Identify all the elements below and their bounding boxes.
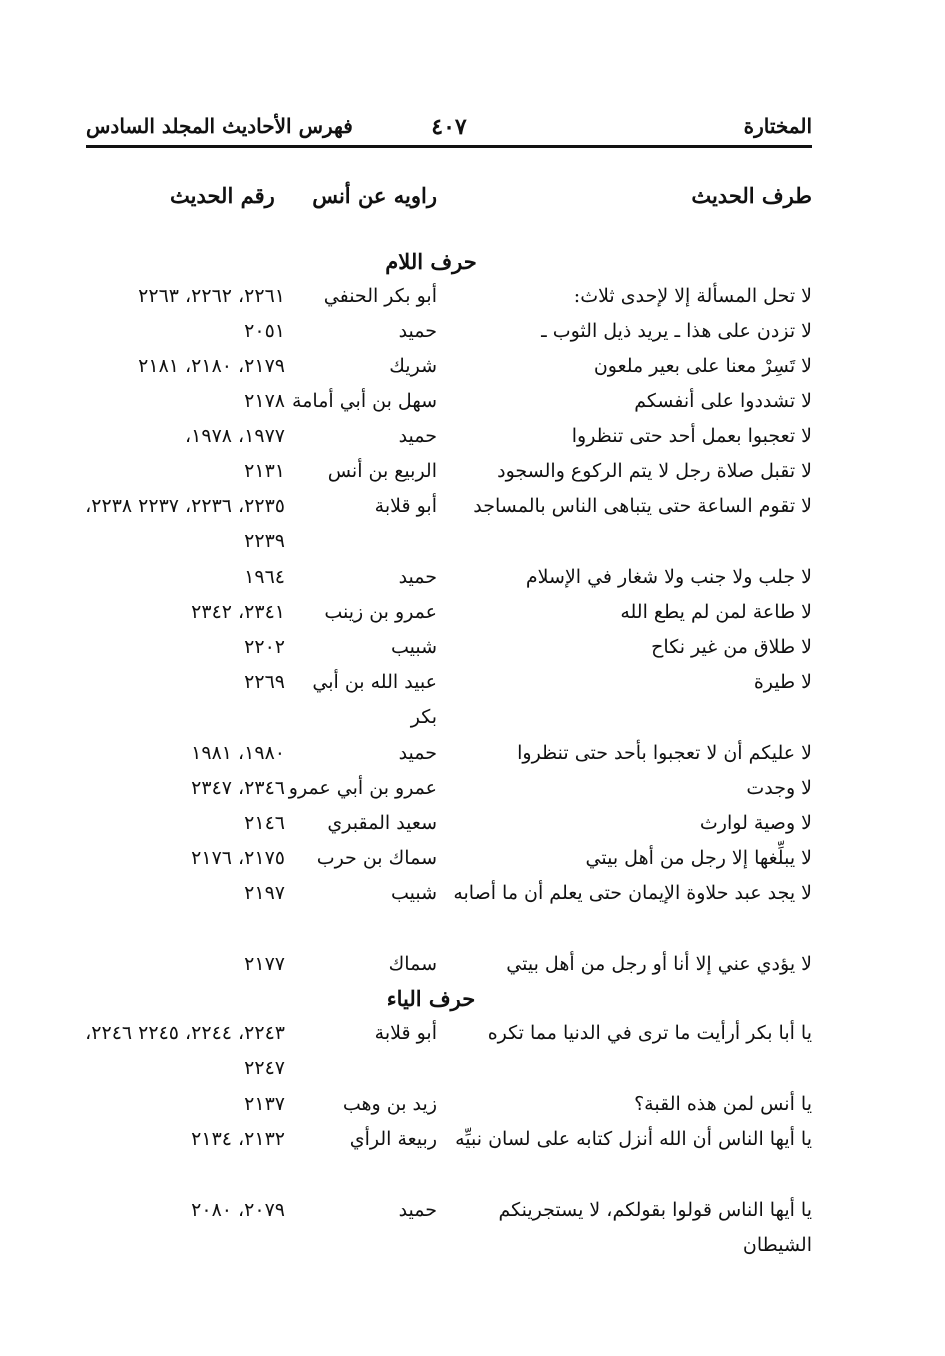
hadith-text: يا أنس لمن هذه القبة؟ [634, 1093, 812, 1115]
hadith-text: لا عليكم أن لا تعجبوا بأحد حتى تنظروا [517, 742, 812, 764]
narrator: حميد [398, 1199, 437, 1221]
narrator: عبيد الله بن أبي بكر [312, 671, 437, 728]
narrator: الربيع بن أنس [327, 460, 437, 482]
index-row [60, 665, 812, 736]
hadith-text: لا وجدت [746, 777, 812, 799]
hadith-numbers: ٢١٩٧ [244, 882, 285, 904]
hadith-text: لا تحل المسألة إلا لإحدى ثلاث: [573, 285, 812, 307]
hadith-text: يا أيها الناس أن الله أنزل كتابه على لسان نبيِّه [455, 1128, 812, 1150]
hadith-numbers: ٢١٧٩، ٢١٨٠، ٢١٨١ [138, 355, 285, 377]
index-row [60, 1016, 812, 1087]
narrator: سهل بن أبي أمامة [292, 390, 437, 412]
index-row [60, 489, 812, 560]
narrator: حميد [398, 425, 437, 447]
index-row [60, 595, 812, 630]
index-row [60, 841, 812, 876]
index-row [60, 384, 812, 419]
hadith-text: لا طيرة [753, 671, 812, 693]
index-row [60, 454, 812, 489]
hadith-text: لا تعجبوا بعمل أحد حتى تنظروا [571, 425, 812, 447]
hadith-numbers: ٢١٣١ [244, 460, 285, 482]
hadith-numbers: ٢٣٤١، ٢٣٤٢ [191, 601, 285, 623]
hadith-text: لا تزدن على هذا ـ يريد ذيل الثوب ـ [541, 320, 812, 342]
narrator: سماك بن حرب [316, 847, 437, 869]
hadith-numbers: ١٩٦٤ [244, 566, 285, 588]
narrator: أبو قلابة [374, 1022, 437, 1044]
hadith-index-table [60, 245, 812, 1264]
narrator: عمرو بن زينب [324, 601, 437, 623]
column-header-hadith: طرف الحديث [691, 183, 812, 208]
hadith-numbers: ٢١٧٧ [244, 953, 285, 975]
index-row [60, 1122, 812, 1193]
hadith-numbers: ٢١٧٥، ٢١٧٦ [191, 847, 285, 869]
section-title: حرف اللام [385, 249, 477, 274]
hadith-text: لا يجد عبد حلاوة الإيمان حتى يعلم أن ما أصابه [453, 882, 812, 904]
hadith-numbers: ٢٣٤٦، ٢٣٤٧ [191, 777, 285, 799]
index-row [60, 279, 812, 314]
index-row [60, 876, 812, 947]
index-row [60, 560, 812, 595]
index-row [60, 1193, 812, 1264]
hadith-numbers: ١٩٨٠، ١٩٨١ [191, 742, 285, 764]
hadith-numbers: ٢١٧٨ [244, 390, 285, 412]
index-row [60, 771, 812, 806]
hadith-text: يا أبا بكر أرأيت ما ترى في الدنيا مما تكره [487, 1022, 812, 1044]
hadith-numbers: ٢٠٥١ [244, 320, 285, 342]
hadith-numbers: ٢١٣٢، ٢١٣٤ [191, 1128, 285, 1150]
column-header-rawi: راويه عن أنس [312, 183, 437, 208]
hadith-numbers: ٢٢٦٩ [244, 671, 285, 693]
page-number: ٤٠٧ [431, 114, 467, 140]
narrator: شريك [389, 355, 437, 377]
page-header [86, 110, 812, 150]
hadith-numbers: ٢٢٤٣، ٢٢٤٤، ٢٢٤٥ ٢٢٤٦، ٢٢٤٧ [85, 1022, 285, 1079]
book-title: المختارة [743, 114, 812, 138]
hadith-text: لا تقبل صلاة رجل لا يتم الركوع والسجود [497, 460, 812, 482]
hadith-text: لا تقوم الساعة حتى يتباهى الناس بالمساجد [473, 495, 812, 517]
narrator: شبيب [390, 882, 437, 904]
hadith-numbers: ٢١٣٧ [244, 1093, 285, 1115]
hadith-text: لا وصية لوارث [699, 812, 812, 834]
narrator: سعيد المقبري [327, 812, 437, 834]
index-row [60, 630, 812, 665]
column-header-number: رقم الحديث [170, 183, 275, 208]
narrator: عمرو بن أبي عمرو [288, 777, 437, 799]
hadith-text: لا جلب ولا جنب ولا شغار في الإسلام [525, 566, 812, 588]
narrator: شبيب [390, 636, 437, 658]
hadith-numbers: ١٩٧٧، ١٩٧٨، [185, 425, 285, 447]
index-row [60, 947, 812, 982]
narrator: ربيعة الرأي [349, 1128, 437, 1150]
hadith-text: لا يبلِّغها إلا رجل من أهل بيتي [585, 847, 812, 869]
hadith-text: لا طلاق من غير نكاح [651, 636, 812, 658]
index-row [60, 1087, 812, 1122]
narrator: أبو قلابة [374, 495, 437, 517]
hadith-numbers: ٢٢٠٢ [244, 636, 285, 658]
header-rule [86, 145, 812, 148]
hadith-text: يا أيها الناس قولوا بقولكم، لا يستجرينكم الشيطان [498, 1199, 812, 1256]
hadith-text: لا تَسِرْ معنا على بعير ملعون [593, 355, 812, 377]
hadith-text: لا تشددوا على أنفسكم [634, 390, 812, 412]
narrator: حميد [398, 566, 437, 588]
hadith-numbers: ٢٢٦١، ٢٢٦٢، ٢٢٦٣ [138, 285, 285, 307]
hadith-numbers: ٢٠٧٩، ٢٠٨٠ [191, 1199, 285, 1221]
section-title: حرف الياء [386, 986, 476, 1011]
narrator: أبو بكر الحنفي [323, 285, 437, 307]
index-row [60, 419, 812, 454]
hadith-text: لا يؤدي عني إلا أنا أو رجل من أهل بيتي [506, 953, 812, 975]
narrator: زيد بن وهب [342, 1093, 437, 1115]
narrator: سماك [388, 953, 437, 975]
index-row [60, 314, 812, 349]
index-title: فهرس الأحاديث المجلد السادس [86, 114, 353, 138]
index-row [60, 349, 812, 384]
narrator: حميد [398, 320, 437, 342]
index-row [60, 806, 812, 841]
hadith-numbers: ٢٢٣٥، ٢٢٣٦، ٢٢٣٧ ٢٢٣٨، ٢٢٣٩ [85, 495, 285, 552]
index-row [60, 736, 812, 771]
hadith-numbers: ٢١٤٦ [244, 812, 285, 834]
narrator: حميد [398, 742, 437, 764]
hadith-text: لا طاعة لمن لم يطع الله [620, 601, 812, 623]
